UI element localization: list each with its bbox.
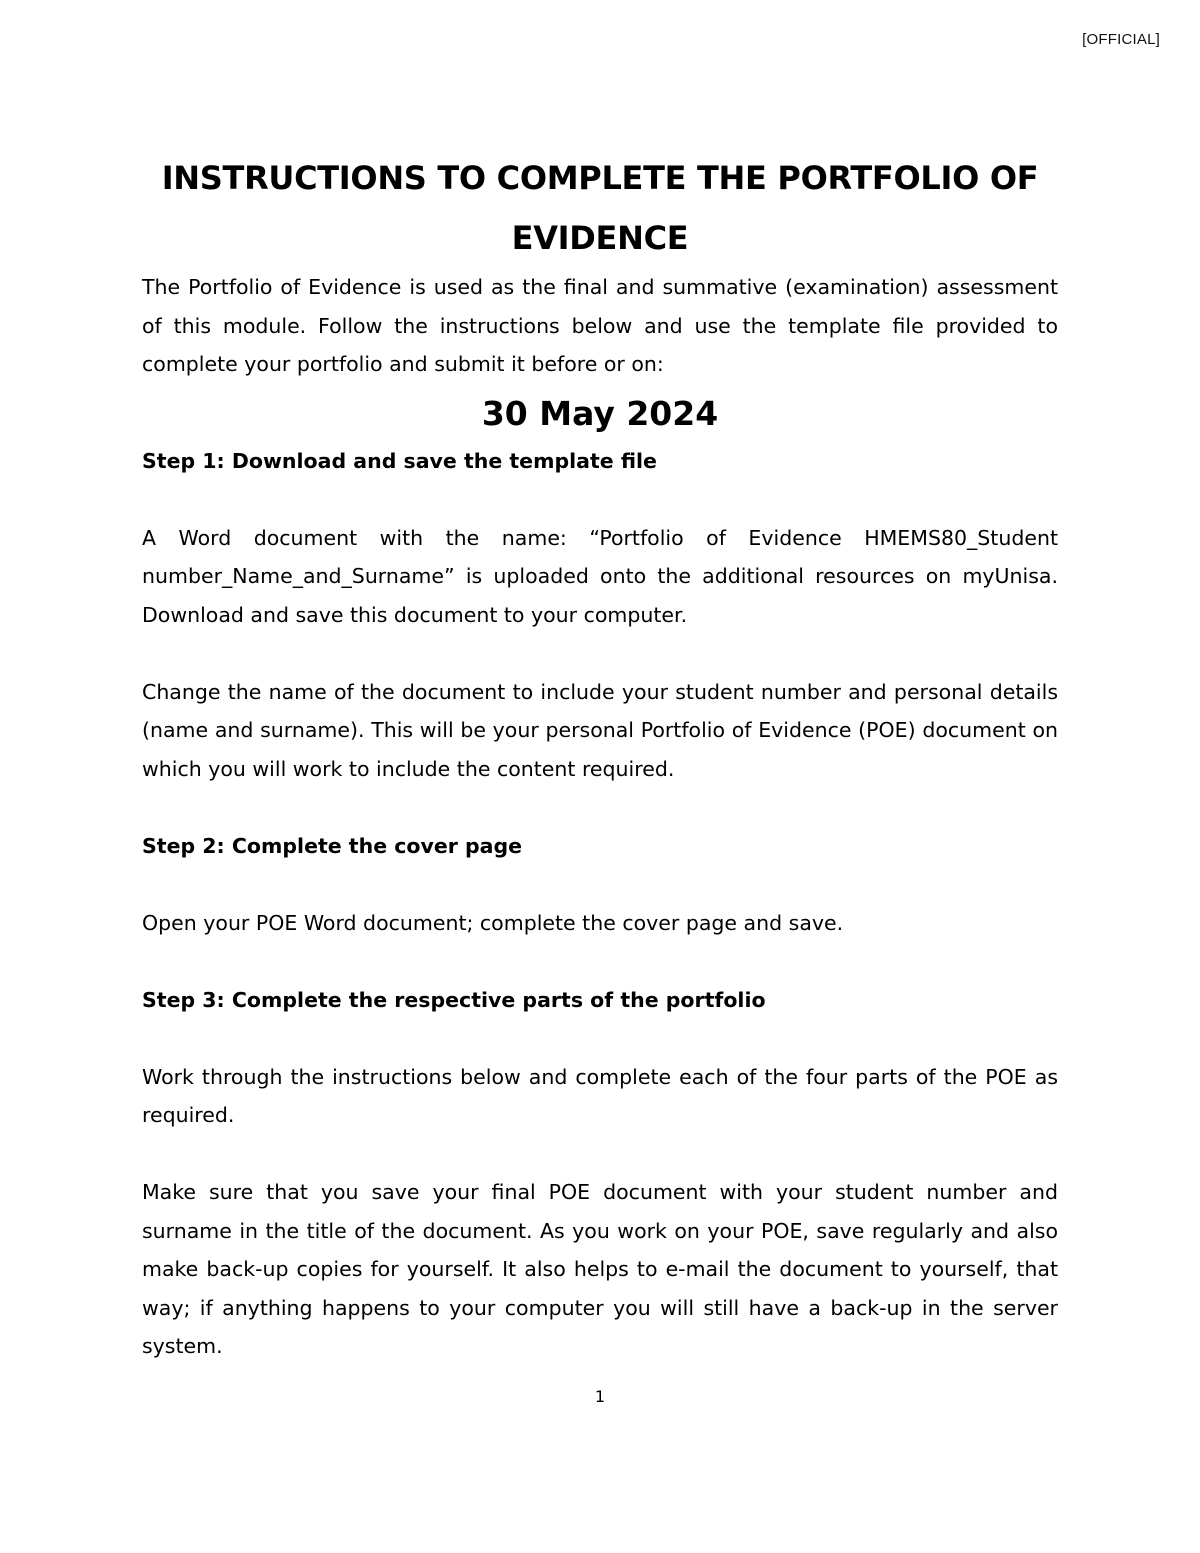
step-3-paragraph-1: Work through the instructions below and complete each of the four parts of the POE as required.: [142, 1064, 1058, 1127]
spacer: [142, 1135, 1058, 1174]
step-1-paragraph-2: Change the name of the document to include your student number and personal details (name and surname). This will be your personal Portfolio of Evidence (POE) document on which you will work to include the content required.: [142, 679, 1058, 781]
page-number: 1: [594, 1387, 606, 1406]
step-2-heading: Step 2: Complete the cover page: [142, 833, 523, 858]
step-3-paragraph-2: Make sure that you save your final POE document with your student number and surname in the title of the document. As you work on your POE, save regularly and also make back-up copies for yourself. It also helps to e-mail the document to yourself, that way; if anything happens to your computer you will still have a back-up in the server system.: [142, 1180, 1058, 1358]
step-1-heading: Step 1: Download and save the template file: [142, 448, 657, 473]
spacer: [142, 634, 1058, 673]
due-date: 30 May 2024: [481, 393, 719, 433]
document-body: [142, 148, 1058, 1366]
step-3-heading: Step 3: Complete the respective parts of the portfolio: [142, 987, 766, 1012]
spacer: [142, 480, 1058, 519]
spacer: [142, 865, 1058, 904]
spacer: [142, 788, 1058, 827]
step-1-paragraph-1: A Word document with the name: “Portfolio of Evidence HMEMS80_Student number_Name_and_Surname” is uploaded onto the additional resources on myUnisa. Download and save this document to your computer.: [142, 525, 1058, 627]
spacer: [142, 942, 1058, 981]
classification-label: [OFFICIAL]: [1082, 31, 1160, 48]
intro-paragraph: The Portfolio of Evidence is used as the final and summative (examination) assessment of this module. Follow the instructions below and use the template file provided to complete your portfolio and submit it before or on:: [142, 275, 1058, 376]
spacer: [142, 1019, 1058, 1058]
document-title: INSTRUCTIONS TO COMPLETE THE PORTFOLIO OF EVIDENCE: [161, 159, 1039, 257]
step-2-paragraph-1: Open your POE Word document; complete the cover page and save.: [142, 910, 844, 935]
